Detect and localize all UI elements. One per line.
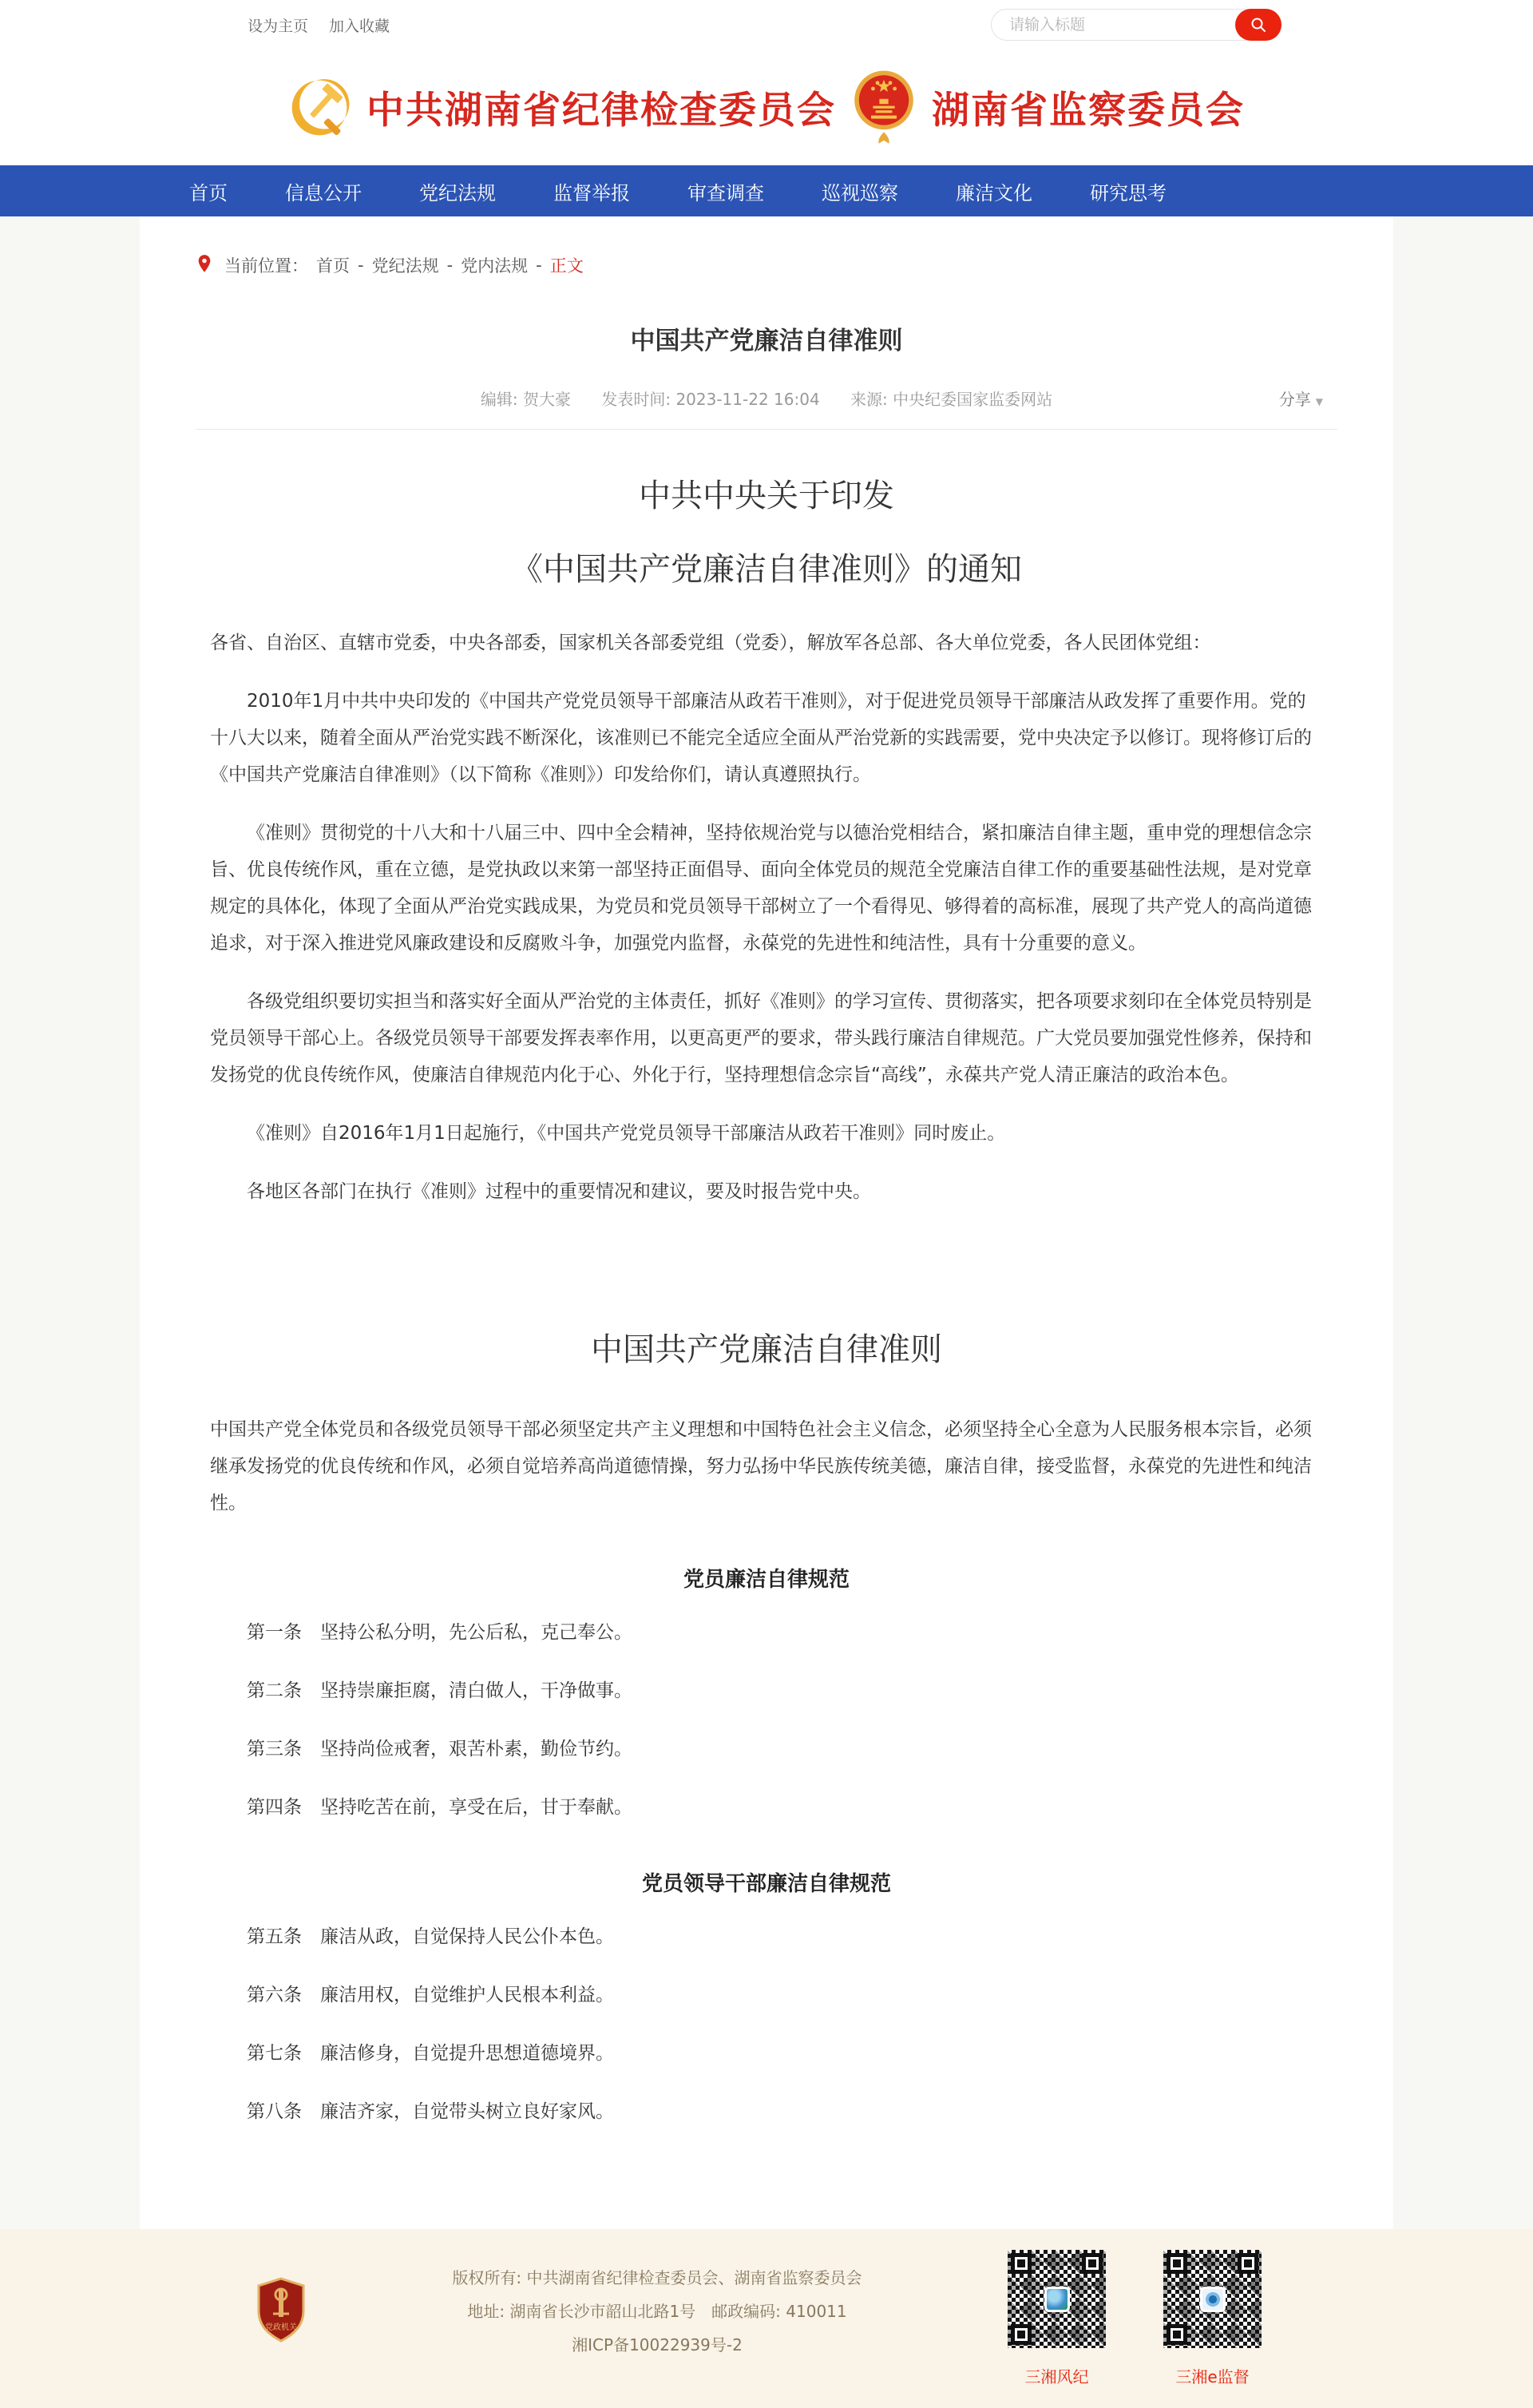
qr-finder-pattern — [1238, 2253, 1258, 2274]
topbar — [0, 0, 1533, 50]
breadcrumb-separator: - — [446, 256, 454, 275]
qr-finder-pattern — [1011, 2324, 1032, 2345]
clause-item: 第五条 廉洁从政，自觉保持人民公仆本色。 — [247, 1926, 614, 1947]
gov-badge-label: 党政机关 — [265, 2323, 297, 2332]
qr-block-sanxiang-e-jiandu — [1163, 2250, 1262, 2387]
main-nav-inner — [140, 165, 1393, 216]
footer-copyright — [307, 2269, 1008, 2370]
topbar-links — [140, 14, 390, 36]
clause-item: 第二条 坚持崇廉拒腐，清白做人，干净做事。 — [247, 1680, 632, 1701]
chevron-down-icon: ▼ — [1315, 396, 1323, 407]
add-favorite-link[interactable]: 加入收藏 — [329, 17, 390, 35]
nav-item-information-disclosure[interactable]: 信息公开 — [285, 181, 362, 204]
qr-code-sanxiang-e-jiandu — [1163, 2250, 1262, 2348]
section-title-code-of-integrity: 中国共产党廉洁自律准则 — [591, 1331, 942, 1368]
qr-block-sanxiang-fengji — [1008, 2250, 1106, 2387]
breadcrumb-separator: - — [358, 256, 364, 275]
clause-item: 第三条 坚持尚俭戒奢，艰苦朴素，勤俭节约。 — [247, 1739, 632, 1759]
breadcrumb-current: 正文 — [549, 256, 584, 276]
qr-finder-pattern — [1082, 2253, 1103, 2274]
gov-badge-icon — [256, 2277, 307, 2344]
breadcrumb-link-party-regulations[interactable]: 党纪法规 — [371, 256, 439, 276]
meta-editor-label: 编辑: — [480, 390, 523, 409]
meta-publish-time — [601, 390, 819, 409]
clause-item: 第一条 坚持公私分明，先公后私，克己奉公。 — [247, 1622, 632, 1643]
qr-code-sanxiang-fengji — [1008, 2250, 1106, 2348]
document-title-line1: 中共中央关于印发 — [639, 478, 894, 514]
meta-source-value: 中央纪委国家监委网站 — [893, 390, 1053, 409]
qr-logo-eye-icon — [1200, 2287, 1226, 2312]
nav-item-supervision-report[interactable]: 监督举报 — [553, 181, 630, 204]
section-intro-paragraph: 中国共产党全体党员和各级党员领导干部必须坚定共产主义理想和中国特色社会主义信念，必须坚持全心全意为人民服务根本宗旨，必须继承发扬党的优良传统和作风，必须自觉培养高尚道德情操，努力弘扬中华民族传统美德，廉洁自律，接受监督，永葆党的先进性和纯洁性。 — [210, 1419, 1312, 1513]
nav-item-integrity-culture[interactable]: 廉洁文化 — [956, 181, 1032, 204]
site-footer — [0, 2229, 1533, 2408]
paragraph: 各级党组织要切实担当和落实好全面从严治党的主体责任，抓好《准则》的学习宣传、贯彻落实，把各项要求刻印在全体党员特别是党员领导干部心上。各级党员领导干部要发挥表率作用，以更高更严的要求，带头践行廉洁自律规范。广大党员要加强党性修养，保持和发扬党的优良传统作风，使廉洁自律规范内化于心、外化于行，坚持理想信念宗旨“高线”，永葆共产党人清正廉洁的政治本色。 — [210, 991, 1312, 1085]
qr-logo-leaf-icon — [1044, 2287, 1070, 2312]
article-title: 中国共产党廉洁自律准则 — [630, 327, 903, 355]
paragraph-addressees: 各省、自治区、直辖市党委，中央各部委，国家机关各部委党组（党委），解放军各总部、各大单位党委，各人民团体党组： — [210, 633, 1211, 653]
national-emblem-icon — [852, 68, 916, 148]
subsection-heading-members: 党员廉洁自律规范 — [683, 1568, 850, 1592]
qr-label-sanxiang-e-jiandu: 三湘e监督 — [1175, 2367, 1250, 2386]
article-body — [196, 476, 1337, 2130]
subsection-heading-leading-cadres: 党员领导干部廉洁自律规范 — [641, 1872, 891, 1896]
meta-source — [850, 390, 1052, 409]
breadcrumb — [196, 216, 1337, 277]
meta-source-label: 来源: — [850, 390, 893, 409]
set-home-link[interactable]: 设为主页 — [248, 17, 309, 35]
share-button[interactable] — [1279, 387, 1323, 410]
qr-finder-pattern — [1167, 2253, 1187, 2274]
paragraph: 《准则》贯彻党的十八大和十八届三中、四中全会精神，坚持依规治党与以德治党相结合，紧扣廉洁自律主题，重申党的理想信念宗旨、优良传统作风，重在立德，是党执政以来第一部坚持正面倡导、面向全体党员的规范全党廉洁自律工作的重要基础性法规，是对党章规定的具体化，体现了全面从严治党实践成果，为党员和党员领导干部树立了一个看得见、够得着的高标准，展现了共产党人的高尚道德追求，对于深入推进党风廉政建设和反腐败斗争，加强党内监督，永葆党的先进性和纯洁性，具有十分重要的意义。 — [210, 823, 1312, 954]
qr-finder-pattern — [1011, 2253, 1032, 2274]
site-header — [0, 50, 1533, 165]
meta-time-label: 发表时间: — [601, 390, 676, 409]
main-nav — [0, 165, 1533, 216]
clause-item: 第四条 坚持吃苦在前，享受在后，甘于奉献。 — [247, 1797, 632, 1818]
breadcrumb-label: 当前位置： — [224, 256, 308, 276]
nav-item-research-thinking[interactable]: 研究思考 — [1090, 181, 1167, 204]
qr-finder-pattern — [1167, 2324, 1187, 2345]
nav-item-review-investigation[interactable]: 审查调查 — [687, 181, 764, 204]
nav-item-inspection-tours[interactable]: 巡视巡察 — [822, 181, 898, 204]
content-wrap — [0, 216, 1533, 2229]
site-title-supervisory-committee: 湖南省监察委员会 — [932, 89, 1245, 133]
search-box — [991, 9, 1281, 41]
meta-divider — [196, 429, 1337, 430]
site-title-discipline-commission: 中共湖南省纪律检查委员会 — [366, 89, 836, 133]
breadcrumb-link-home[interactable]: 首页 — [316, 256, 350, 276]
paragraph: 2010年1月中共中央印发的《中国共产党党员领导干部廉洁从政若干准则》，对于促进党员领导干部廉洁从政发挥了重要作用。党的十八大以来，随着全面从严治党实践不断深化，该准则已不能完全适应全面从严治党新的实践需要，党中央决定予以修订。现将修订后的《中国共产党廉洁自律准则》（以下简称《准则》）印发给你们，请认真遵照执行。 — [210, 691, 1312, 785]
meta-editor — [481, 390, 571, 409]
footer-qr-group — [1008, 2250, 1262, 2387]
footer-inner — [140, 2229, 1393, 2408]
paragraph: 各地区各部门在执行《准则》过程中的重要情况和建议，要及时报告党中央。 — [247, 1181, 871, 1202]
document-title-line2: 《中国共产党廉洁自律准则》的通知 — [511, 551, 1022, 588]
address-line: 地址: 湖南省长沙市韶山北路1号 邮政编码: 410011 — [467, 2302, 847, 2321]
search-button[interactable] — [1235, 9, 1281, 41]
clause-item: 第七条 廉洁修身，自觉提升思想道德境界。 — [247, 2043, 614, 2064]
clause-item: 第八条 廉洁齐家，自觉带头树立良好家风。 — [247, 2101, 614, 2122]
paragraph: 《准则》自2016年1月1日起施行，《中国共产党党员领导干部廉洁从政若干准则》同时废止。 — [247, 1123, 1006, 1144]
party-emblem-icon — [288, 76, 351, 140]
breadcrumb-link-inner-party-rules[interactable]: 党内法规 — [461, 256, 529, 276]
topbar-inner — [140, 0, 1393, 50]
location-pin-icon — [196, 254, 213, 276]
clause-item: 第六条 廉洁用权，自觉维护人民根本利益。 — [247, 1985, 614, 2005]
content-card — [140, 216, 1393, 2229]
breadcrumb-separator: - — [536, 256, 542, 275]
meta-time-value: 2023-11-22 16:04 — [675, 390, 820, 409]
article-meta — [196, 387, 1337, 410]
search-icon — [1250, 16, 1267, 34]
qr-label-sanxiang-fengji: 三湘风纪 — [1024, 2367, 1089, 2386]
share-label: 分享 — [1278, 390, 1311, 409]
copyright-line: 版权所有: 中共湖南省纪律检查委员会、湖南省监察委员会 — [452, 2268, 862, 2287]
nav-item-home[interactable]: 首页 — [189, 181, 228, 204]
meta-editor-value: 贺大豪 — [522, 390, 571, 409]
nav-item-party-regulations[interactable]: 党纪法规 — [419, 181, 496, 204]
icp-number: 湘ICP备10022939号-2 — [572, 2335, 743, 2354]
